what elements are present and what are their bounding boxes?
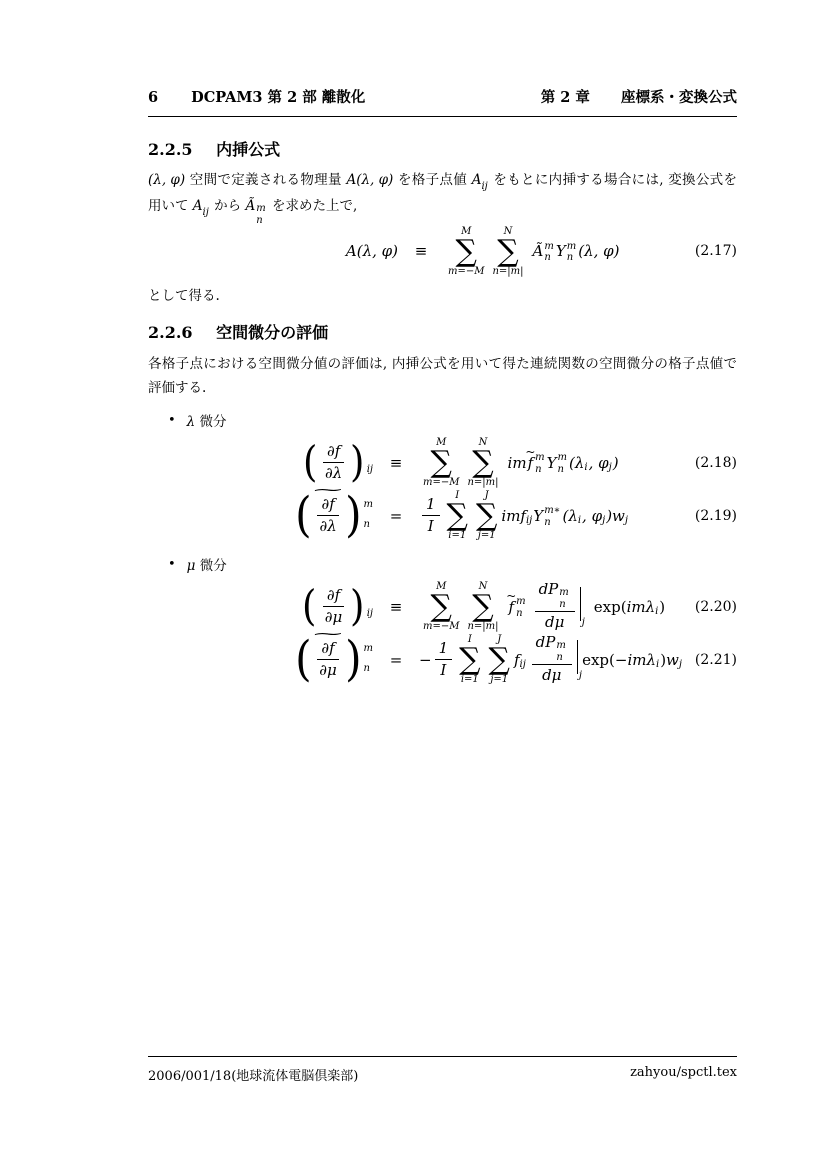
equation-relation: ≡ [389, 597, 403, 616]
math-txt: ∂f [321, 638, 335, 657]
math-jp: 微分 [195, 414, 227, 430]
math-txt: A(λ, φ) [345, 242, 398, 260]
math-ss: m∗ n [544, 505, 561, 528]
math-txt: imλ [626, 597, 656, 616]
math-sum: I ∑ i=1 [446, 490, 468, 541]
footer-date: 2006/001/18(地球流体電脳倶楽部) [148, 1069, 359, 1084]
section-number: 2.2.5 [148, 140, 193, 159]
math-jp: を格子点値 [393, 172, 472, 188]
math-sub: i [655, 659, 660, 670]
math-sub: j [678, 659, 682, 670]
equation-2-21 [148, 626, 737, 687]
math-rm: ) [660, 650, 667, 669]
bullet-label [187, 410, 227, 430]
math-txt: f [513, 650, 520, 669]
equation-2-20 [148, 580, 737, 633]
page-number: 6 [148, 89, 159, 106]
equation-lhs [148, 437, 373, 487]
math-paren: ( ~ ∂f ∂μ ) m n [294, 626, 373, 687]
math-txt: dμ [544, 613, 565, 632]
header-left [148, 86, 365, 107]
math-sp [528, 606, 532, 607]
page-footer [148, 1056, 737, 1084]
math-txt: 1 [438, 638, 449, 657]
math-jp: をもとに内挿する場合には, 変換公式を用いて [148, 172, 738, 214]
equation-rhs [419, 489, 683, 542]
math-txt: ) [612, 453, 619, 472]
page-content [148, 0, 737, 1169]
math-sub: ij [519, 659, 526, 670]
math-sp [527, 659, 529, 660]
equation-number: (2.20) [694, 598, 737, 615]
math-txt: − [419, 650, 432, 669]
math-frac [535, 581, 575, 631]
math-txt: I [440, 661, 447, 679]
equation-group-mu [148, 580, 737, 686]
math-ss: m n [544, 240, 554, 263]
page-header [148, 86, 737, 117]
math-frac [532, 634, 572, 684]
equation-2-18 [148, 436, 737, 489]
math-txt: −imλ [614, 650, 656, 669]
math-txt: im [507, 453, 527, 472]
math-rm: exp( [593, 597, 627, 616]
math-paren: ( ~ ∂f ∂λ ) m n [294, 482, 373, 543]
section-heading-interpolation [148, 137, 280, 160]
math-ss: m n [256, 203, 266, 226]
math-ss: m n [566, 240, 577, 263]
equation-lhs [148, 626, 373, 687]
equation-row [148, 222, 737, 280]
equation-lhs [148, 581, 373, 631]
math-ss: m n [556, 640, 566, 663]
math-sub: ij [202, 207, 209, 218]
math-rm: ) [659, 597, 666, 616]
footer-filename: zahyou/spctl.tex [630, 1065, 737, 1080]
paragraph-obtain: として得る. [148, 288, 220, 304]
header-left-title: DCPAM3 第 2 部 離散化 [191, 89, 366, 106]
math-ss: m n [535, 452, 545, 475]
math-txt: , φ [588, 453, 609, 472]
math-sum: J ∑ j=1 [488, 634, 510, 685]
math-bar: j [578, 584, 588, 630]
math-sum: J ∑ j=1 [475, 490, 498, 541]
math-txt: (λ [562, 506, 578, 525]
math-txt: ∂f [326, 585, 341, 604]
math-rm: exp( [582, 650, 615, 669]
math-txt: A [471, 172, 482, 188]
equation-relation: = [389, 506, 403, 525]
math-sub: j [624, 515, 628, 526]
section-title: 内挿公式 [216, 140, 281, 159]
math-txt: (λ [569, 453, 585, 472]
equation-relation: ≡ [414, 242, 428, 260]
paragraph-derivative [148, 352, 737, 400]
math-sub: i [577, 515, 582, 526]
math-sub: i [655, 606, 659, 617]
math-jp: 空間で定義される物理量 [185, 172, 347, 188]
math-frac: ~ ∂f ∂λ [310, 482, 346, 535]
math-jp: から [209, 198, 246, 214]
equation-2-17 [148, 222, 737, 280]
bullet-icon: • [168, 556, 176, 572]
section-title: 空間微分の評価 [216, 323, 329, 342]
math-txt: imf [501, 506, 526, 525]
equation-number: (2.18) [694, 454, 737, 471]
math-txt: μ [186, 558, 196, 574]
math-frac [321, 443, 346, 483]
math-txt: dP [538, 580, 559, 599]
math-sum: N ∑ n=|m| [467, 437, 499, 488]
math-txt: Y [555, 242, 566, 260]
math-txt: ∂f [327, 441, 341, 460]
equation-relation: ≡ [389, 453, 403, 472]
math-txt: Y [546, 453, 557, 472]
equation-rhs [419, 580, 683, 633]
bullet-label [187, 554, 227, 574]
math-txt: w [666, 650, 679, 669]
math-frac [422, 496, 440, 536]
equation-2-19 [148, 482, 737, 543]
math-txt: I [427, 517, 434, 535]
math-txt: 1 [426, 494, 436, 513]
equation-group-lambda [148, 436, 737, 542]
section-heading-derivative [148, 320, 328, 343]
header-chapter-title: 座標系・変換公式 [621, 89, 737, 106]
math-sum: I ∑ i=1 [459, 634, 481, 685]
bullet-lambda-derivative [168, 410, 227, 430]
math-sub: j [608, 462, 612, 473]
math-sp [503, 606, 508, 607]
math-sum: N ∑ n=|m| [467, 581, 499, 632]
math-sub: ij [525, 515, 533, 526]
equation-number: (2.19) [694, 507, 737, 524]
equation-number: (2.17) [694, 243, 737, 259]
header-right [541, 86, 737, 107]
math-paren: ( ∂f ∂μ ) ij [302, 581, 373, 631]
paragraph-interpolation [148, 168, 737, 225]
section-number: 2.2.6 [148, 323, 193, 342]
math-txt: dμ [542, 666, 562, 685]
bullet-icon: • [168, 412, 176, 428]
math-jp: 各格子点における空間微分値の評価は, 内挿公式を用いて得た連続関数の空間微分の格子点値で評価する. [148, 356, 737, 396]
equation-rhs [419, 436, 683, 489]
math-txt: A(λ, φ) [346, 172, 394, 188]
math-txt: Ã [245, 198, 256, 214]
math-sum: M ∑ m=−M [423, 581, 460, 632]
equation-lhs [148, 242, 398, 260]
math-frac [435, 640, 453, 680]
math-txt: (λ, φ) [578, 242, 620, 260]
math-txt: Ã [532, 242, 544, 260]
header-chapter-label: 第 2 章 [540, 89, 590, 106]
math-txt: dP [535, 633, 556, 652]
math-txt: ∂μ [319, 661, 337, 679]
math-ss: m n [559, 587, 569, 610]
math-sum: M ∑ m=−M [448, 225, 485, 277]
math-txt: (λ, φ) [148, 172, 186, 188]
math-tilde: ~ f [525, 444, 536, 472]
equation-rhs [444, 225, 683, 278]
math-frac [321, 587, 347, 627]
math-txt: λ [186, 414, 196, 430]
math-sub: i [584, 462, 588, 473]
equation-relation: = [389, 650, 403, 669]
math-txt: ∂f [321, 494, 335, 513]
math-ss: m n [557, 452, 567, 475]
math-jp: を求めた上で, [267, 198, 358, 214]
math-sum: N ∑ n=|m| [492, 225, 524, 277]
math-frac: ~ ∂f ∂μ [310, 626, 346, 679]
math-jp: 微分 [195, 558, 227, 574]
equation-rhs [419, 633, 683, 686]
bullet-mu-derivative [168, 554, 227, 574]
math-txt: )w [606, 506, 625, 525]
math-sub: j [602, 515, 606, 526]
math-bar: j [575, 637, 580, 683]
math-tilde: ~ f [506, 588, 517, 616]
math-txt: ∂μ [324, 608, 343, 626]
math-txt: ∂λ [325, 464, 343, 482]
equation-lhs [148, 482, 373, 543]
math-sub: ij [481, 181, 488, 192]
math-txt: ∂λ [319, 517, 337, 535]
math-txt: , φ [582, 506, 603, 525]
math-ss: m n [516, 596, 526, 619]
math-paren: ( ∂f ∂λ ) ij [302, 437, 373, 487]
math-txt: Y [533, 506, 544, 525]
math-txt: A [192, 198, 203, 214]
math-sum: M ∑ m=−M [423, 437, 460, 488]
equation-number: (2.21) [694, 651, 737, 668]
